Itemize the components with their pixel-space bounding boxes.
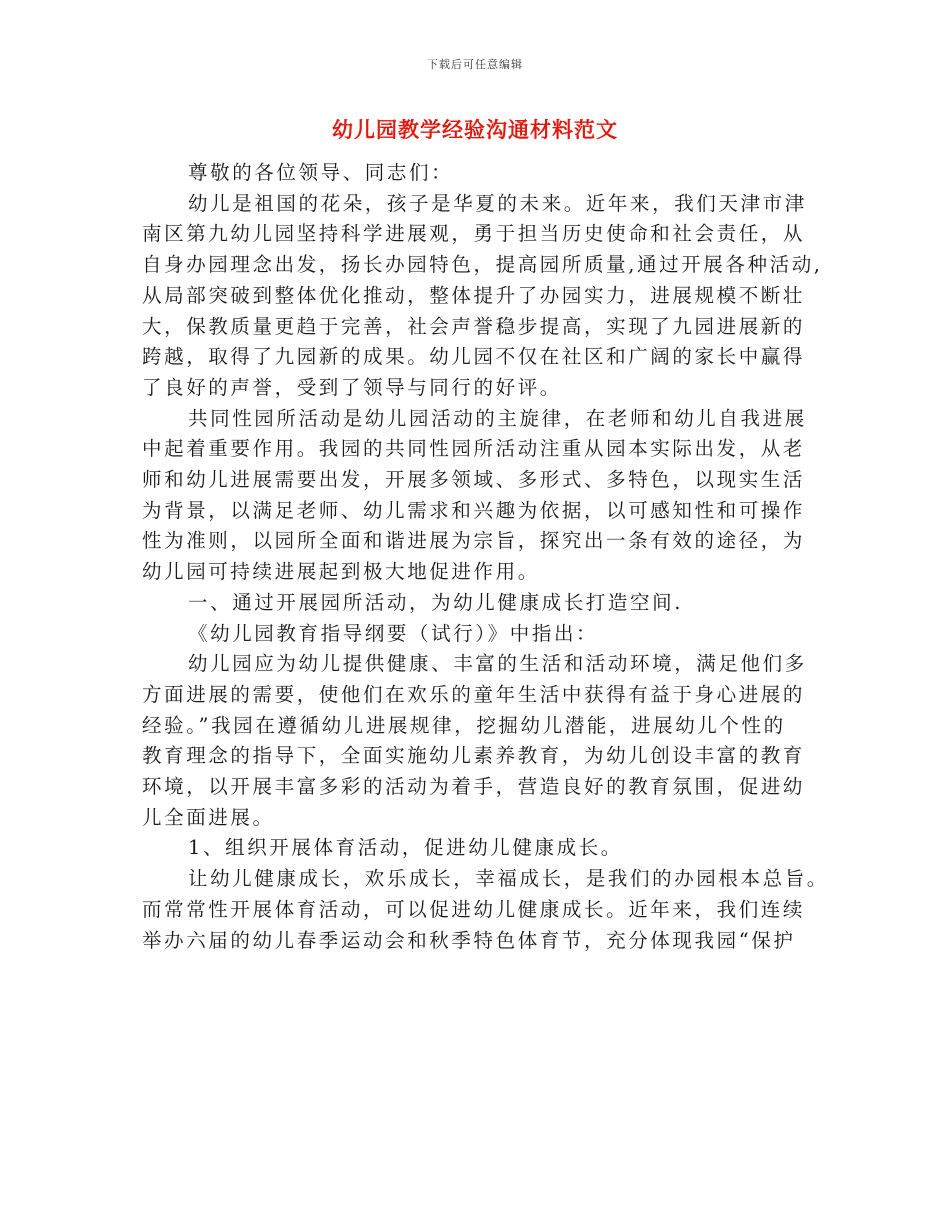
body-line: 幼儿园应为幼儿提供健康、丰富的生活和活动环境，满足他们多 bbox=[188, 652, 807, 676]
body-line: 师和幼儿进展需要出发，开展多领域、多形式、多特色，以现实生活 bbox=[142, 468, 806, 492]
header-note: 下载后可任意编辑 bbox=[427, 58, 523, 71]
body-line: 南区第九幼儿园坚持科学进展观，勇于担当历史使命和社会责任，从 bbox=[142, 222, 806, 246]
body-line: 性为准则，以园所全面和谐进展为宗旨，探究出一条有效的途径，为 bbox=[142, 529, 806, 553]
body-line: 幼儿是祖国的花朵，孩子是华夏的未来。近年来，我们天津市津 bbox=[188, 191, 807, 215]
body-line: 环境，以开展丰富多彩的活动为着手，营造良好的教育氛围，促进幼 bbox=[142, 775, 806, 799]
body-line: 大，保教质量更趋于完善，社会声誉稳步提高，实现了九园进展新的 bbox=[142, 314, 806, 338]
body-line: 一、通过开展园所活动，为幼儿健康成长打造空间. bbox=[188, 590, 683, 614]
body-line: 方面进展的需要，使他们在欢乐的童年生活中获得有益于身心进展的 bbox=[142, 682, 806, 706]
body-line: 让幼儿健康成长，欢乐成长，幸福成长，是我们的办园根本总旨。 bbox=[188, 867, 829, 891]
body-line: 《幼儿园教育指导纲要（试行）》中指出： bbox=[188, 621, 599, 645]
body-line: 自身办园理念出发，扬长办园特色，提高园所质量,通过开展各种活动, bbox=[142, 253, 823, 277]
body-line: 儿全面进展。 bbox=[142, 805, 275, 829]
document-body bbox=[142, 158, 829, 956]
body-line: 1、组织开展体育活动，促进幼儿健康成长。 bbox=[188, 836, 623, 860]
body-line: 为背景，以满足老师、幼儿需求和兴趣为依据，以可感知性和可操作 bbox=[142, 498, 806, 522]
body-line: 举办六届的幼儿春季运动会和秋季特色体育节，充分体现我园“保护 bbox=[142, 928, 796, 952]
body-line: 从局部突破到整体优化推动，整体提升了办园实力，进展规模不断壮 bbox=[142, 283, 806, 307]
body-line: 中起着重要作用。我园的共同性园所活动注重从园本实际出发，从老 bbox=[142, 437, 806, 461]
body-line: 而常常性开展体育活动，可以促进幼儿健康成长。近年来，我们连续 bbox=[142, 897, 806, 921]
body-line: 了良好的声誉，受到了领导与同行的好评。 bbox=[142, 375, 562, 399]
body-line: 共同性园所活动是幼儿园活动的主旋律，在老师和幼儿自我进展 bbox=[188, 406, 807, 430]
body-line: 教育理念的指导下，全面实施幼儿素养教育，为幼儿创设丰富的教育 bbox=[142, 744, 806, 768]
body-line: 尊敬的各位领导、同志们： bbox=[188, 161, 454, 184]
body-line: 经验。”我园在遵循幼儿进展规律，挖掘幼儿潜能，进展幼儿个性的 bbox=[142, 713, 786, 737]
body-line: 跨越，取得了九园新的成果。幼儿园不仅在社区和广阔的家长中赢得 bbox=[142, 345, 806, 369]
document-title: 幼儿园教学经验沟通材料范文 bbox=[332, 117, 618, 142]
body-line: 幼儿园可持续进展起到极大地促进作用。 bbox=[142, 560, 540, 584]
